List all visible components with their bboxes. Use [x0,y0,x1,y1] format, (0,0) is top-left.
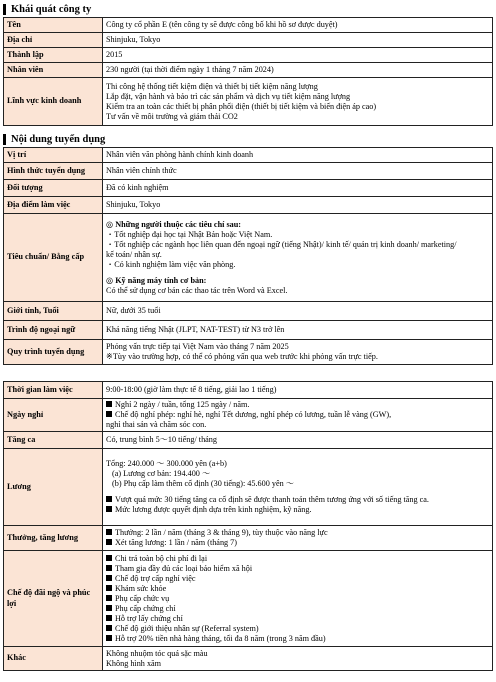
table-row [4,78,493,126]
bullet-square-icon [106,635,112,641]
bullet-square-icon [106,575,112,581]
company-table [3,17,493,126]
row-label: Chế độ đãi ngộ và phúc lợi [4,551,103,647]
table-row [4,214,493,302]
row-label: Thời gian làm việc [4,382,103,399]
row-value: Tổng: 240.000 ～ 300.000 yên (a+b) (a) Lương cơ bản: 194.400 ～ (b) Phụ cấp làm thêm cố định (30 tiếng): 45.600 yên ～ Vượt quá mức 30 tiếng tăng ca cố định sẽ được thanh toán thêm tương ứng với số tiếng tăng ca. Mức lương được quyết định dựa trên kinh nghiệm, kỹ năng. [103,449,493,526]
table-row [4,18,493,33]
row-value: Shinjuku, Tokyo [103,33,493,48]
table-row [4,647,493,671]
row-value: Thi công hệ thống tiết kiệm điện và thiết bị tiết kiệm năng lượng Lắp đặt, vận hành và bảo trì các sản phẩm và dịch vụ tiết kiệm năng lượng Kiểm tra an toàn các thiết bị phân phối điện (thiết bị tiết kiệm và biến điện áp cao) Tư vấn về môi trường và giảm thải CO2 [103,78,493,126]
row-value: Nữ, dưới 35 tuổi [103,302,493,321]
table-row [4,48,493,63]
row-value: 9:00-18:00 (giờ làm thực tế 8 tiếng, giải lao 1 tiếng) [103,382,493,399]
table-row [4,33,493,48]
row-value: Đã có kinh nghiệm [103,180,493,197]
row-label: Nhân viên [4,63,103,78]
row-label: Thưởng, tăng lương [4,526,103,551]
row-label: Tiêu chuẩn/ Bằng cấp [4,214,103,302]
row-label: Thành lập [4,48,103,63]
row-value: Có, trung bình 5～10 tiếng/ tháng [103,432,493,449]
row-label: Tên [4,18,103,33]
bullet-square-icon [106,565,112,571]
row-value: Không nhuộm tóc quá sặc màu Không hình xăm [103,647,493,671]
conditions-table [3,381,493,671]
table-row [4,432,493,449]
row-label: Trình độ ngoại ngữ [4,321,103,340]
table-row [4,148,493,163]
bullet-square-icon [106,625,112,631]
bullet-square-icon [106,595,112,601]
recruit-section-title: Nội dung tuyển dụng [3,132,493,147]
bullet-square-icon [106,585,112,591]
bullet-square-icon [106,539,112,545]
row-label: Địa điểm làm việc [4,197,103,214]
row-label: Đối tượng [4,180,103,197]
row-value: Thưởng: 2 lần / năm (tháng 3 & tháng 9), tùy thuộc vào năng lực Xét tăng lương: 1 lần / năm (tháng 7) [103,526,493,551]
row-label: Tăng ca [4,432,103,449]
table-row [4,526,493,551]
table-row [4,321,493,340]
row-value: 230 người (tại thời điểm ngày 1 tháng 7 năm 2024) [103,63,493,78]
row-label: Vị trí [4,148,103,163]
table-row [4,197,493,214]
row-label: Quy trình tuyển dụng [4,340,103,365]
table-row [4,163,493,180]
table-row [4,302,493,321]
row-label: Khác [4,647,103,671]
table-row [4,449,493,526]
row-value: Nghỉ 2 ngày / tuần, tổng 125 ngày / năm. Chế độ nghỉ phép: nghỉ hè, nghỉ Tết dương, nghỉ phép có lương, tuần lễ vàng (GW), nghỉ thai sản và chăm sóc con. [103,399,493,432]
row-value: 2015 [103,48,493,63]
title-bar-marker [3,134,6,145]
table-row [4,551,493,647]
row-value: Phỏng vấn trực tiếp tại Việt Nam vào tháng 7 năm 2025 ※Tùy vào trường hợp, có thể có phỏng vấn qua web trước khi phỏng vấn trực tiếp. [103,340,493,365]
row-value: ◎ Những người thuộc các tiêu chí sau: ・Tốt nghiệp đại học tại Nhật Bản hoặc Việt Nam. ・Tốt nghiệp các ngành học liên quan đến ngoại ngữ (tiếng Nhật)/ kinh tế/ quản trị kinh doanh/ marketing/ kế toán/ nhân sự. ・Có kinh nghiệm làm việc văn phòng. ◎ Kỹ năng máy tính cơ bản: Có thể sử dụng cơ bản các thao tác trên Word và Excel. [103,214,493,302]
bullet-square-icon [106,506,112,512]
bullet-square-icon [106,615,112,621]
company-section-title: Khái quát công ty [3,2,493,17]
row-label: Lương [4,449,103,526]
row-label: Ngày nghỉ [4,399,103,432]
row-label: Giới tính, Tuổi [4,302,103,321]
bullet-square-icon [106,411,112,417]
bullet-square-icon [106,496,112,502]
row-value: Shinjuku, Tokyo [103,197,493,214]
row-value: Chi trả toàn bộ chi phí đi lại Tham gia đầy đủ các loại bảo hiểm xã hội Chế độ trợ cấp nghỉ việc Khám sức khỏe Phụ cấp chức vụ Phụ cấp chứng chỉ Hỗ trợ lấy chứng chỉ Chế độ giới thiệu nhân sự (Referral system) Hỗ trợ 20% tiền nhà hàng tháng, tối đa 8 năm (trong 3 năm đầu) [103,551,493,647]
row-label: Hình thức tuyển dụng [4,163,103,180]
bullet-square-icon [106,605,112,611]
row-value: Nhân viên văn phòng hành chính kinh doanh [103,148,493,163]
row-value: Nhân viên chính thức [103,163,493,180]
row-label: Lĩnh vực kinh doanh [4,78,103,126]
row-value: Khả năng tiếng Nhật (JLPT, NAT-TEST) từ N3 trở lên [103,321,493,340]
table-row [4,382,493,399]
row-value: Công ty cổ phần E (tên công ty sẽ được công bố khi hồ sơ được duyệt) [103,18,493,33]
table-row [4,399,493,432]
bullet-square-icon [106,401,112,407]
title-bar-marker [3,4,6,15]
table-row [4,63,493,78]
table-row [4,180,493,197]
table-row [4,340,493,365]
bullet-square-icon [106,529,112,535]
recruit-table [3,147,493,365]
row-label: Địa chỉ [4,33,103,48]
bullet-square-icon [106,555,112,561]
